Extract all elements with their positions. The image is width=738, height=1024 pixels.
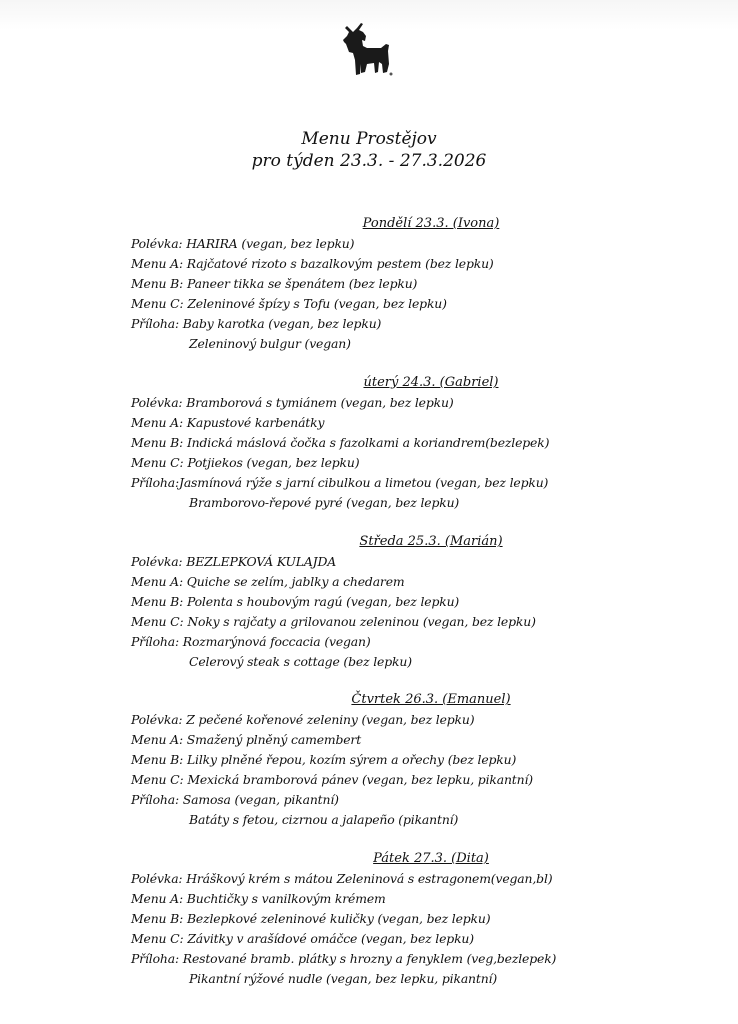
menu-line-b	[131, 433, 631, 453]
line-text: Baby karotka (vegan, bez lepku)	[182, 316, 382, 331]
day-heading-text: úterý 24.3. (Gabriel)	[363, 375, 499, 390]
line-text: Lilky plněné řepou, kozím sýrem a ořechy (bez lepku)	[186, 752, 517, 767]
line-text: Pikantní rýžové nudle (vegan, bez lepku, pikantní)	[189, 971, 498, 986]
line-label: Příloha:	[131, 316, 183, 331]
line-label: Menu A:	[131, 891, 187, 906]
line-label: Polévka:	[131, 871, 187, 886]
line-label: Menu B:	[131, 594, 187, 609]
line-text: Z pečené kořenové zeleniny (vegan, bez lepku)	[186, 712, 475, 727]
line-label: Menu C:	[131, 614, 188, 629]
line-text: Quiche se zelím, jablky a chedarem	[186, 574, 405, 589]
menu-line-c	[131, 929, 631, 949]
day-heading	[131, 214, 631, 234]
line-text: HARIRA (vegan, bez lepku)	[186, 236, 355, 251]
line-label: Polévka:	[131, 712, 187, 727]
line-text: Bramborová s tymiánem (vegan, bez lepku)	[186, 395, 454, 410]
day-heading	[131, 849, 631, 869]
goat-logo-icon	[333, 20, 399, 78]
menu-line-side	[131, 949, 631, 969]
menu-line-side-2	[131, 493, 631, 513]
line-text: Rozmarýnová foccacia (vegan)	[182, 634, 371, 649]
day-heading-text: Středa 25.3. (Marián)	[359, 534, 503, 549]
line-text: Rajčatové rizoto s bazalkovým pestem (bez lepku)	[186, 256, 494, 271]
day-section-monday	[131, 214, 631, 354]
menu-line-soup	[131, 393, 631, 413]
line-text: Polenta s houbovým ragú (vegan, bez lepku)	[186, 594, 460, 609]
menu-line-a	[131, 889, 631, 909]
line-text: Noky s rajčaty a grilovanou zeleninou (vegan, bez lepku)	[187, 614, 536, 629]
line-label: Příloha:	[131, 951, 183, 966]
line-text: Bramborovo-řepové pyré (vegan, bez lepku)	[189, 495, 460, 510]
line-label: Polévka:	[131, 236, 187, 251]
line-text: Bezlepkové zeleninové kuličky (vegan, bez lepku)	[186, 911, 491, 926]
week-subtitle: pro týden 23.3. - 27.3.2026	[251, 151, 487, 171]
line-label: Menu B:	[131, 276, 187, 291]
line-text: BEZLEPKOVÁ KULAJDA	[186, 554, 337, 569]
line-text: Restované bramb. plátky s hrozny a fenyklem (veg,bezlepek)	[182, 951, 557, 966]
line-text: Zeleninový bulgur (vegan)	[189, 336, 351, 351]
menu-line-side-2	[131, 334, 631, 354]
menu-line-b	[131, 909, 631, 929]
day-section-thursday	[131, 690, 631, 830]
menu-line-a	[131, 254, 631, 274]
menu-line-c	[131, 770, 631, 790]
line-label: Menu C:	[131, 931, 188, 946]
menu-line-soup	[131, 552, 631, 572]
menu-line-side-2	[131, 810, 631, 830]
line-label: Menu A:	[131, 256, 187, 271]
day-heading	[131, 532, 631, 552]
menu-line-c	[131, 294, 631, 314]
menu-line-a	[131, 413, 631, 433]
day-section-wednesday	[131, 532, 631, 672]
menu-line-a	[131, 572, 631, 592]
page-title: Menu Prostějov	[301, 129, 437, 149]
line-text: Závitky v arašídové omáčce (vegan, bez lepku)	[187, 931, 474, 946]
line-text: Mexická bramborová pánev (vegan, bez lepku, pikantní)	[187, 772, 533, 787]
line-text: Kapustové karbenátky	[186, 415, 325, 430]
menu-line-side	[131, 632, 631, 652]
menu-line-side	[131, 473, 631, 493]
line-label: Menu C:	[131, 772, 188, 787]
menu-line-side	[131, 790, 631, 810]
day-heading-text: Pondělí 23.3. (Ivona)	[362, 216, 500, 231]
line-text: Samosa (vegan, pikantní)	[182, 792, 339, 807]
line-label: Polévka:	[131, 554, 187, 569]
menu-line-b	[131, 750, 631, 770]
line-label: Příloha:	[131, 634, 183, 649]
line-text: Hráškový krém s mátou Zeleninová s estragonem(vegan,bl)	[186, 871, 553, 886]
line-label: Menu C:	[131, 296, 188, 311]
menu-line-side-2	[131, 652, 631, 672]
menu-line-soup	[131, 234, 631, 254]
day-heading	[131, 690, 631, 710]
line-label: Příloha:	[131, 792, 183, 807]
line-text: Jasmínová rýže s jarní cibulkou a limetou (vegan, bez lepku)	[179, 475, 549, 490]
menu-line-c	[131, 453, 631, 473]
menu-line-soup	[131, 869, 631, 889]
menu-line-a	[131, 730, 631, 750]
line-text: Buchtičky s vanilkovým krémem	[186, 891, 386, 906]
line-label: Menu A:	[131, 732, 187, 747]
menu-line-b	[131, 274, 631, 294]
line-label: Menu B:	[131, 911, 187, 926]
line-label: Menu B:	[131, 435, 187, 450]
menu-line-c	[131, 612, 631, 632]
day-heading-text: Pátek 27.3. (Dita)	[373, 851, 489, 866]
line-text: Paneer tikka se špenátem (bez lepku)	[186, 276, 418, 291]
line-label: Příloha:	[131, 475, 179, 490]
menu-line-soup	[131, 710, 631, 730]
line-label: Menu C:	[131, 455, 188, 470]
menu-line-side	[131, 314, 631, 334]
line-label: Menu B:	[131, 752, 187, 767]
line-label: Menu A:	[131, 574, 187, 589]
line-text: Batáty s fetou, cizrnou a jalapeño (pikantní)	[189, 812, 459, 827]
day-section-tuesday	[131, 373, 631, 513]
day-section-friday	[131, 849, 631, 989]
day-heading	[131, 373, 631, 393]
line-text: Potjiekos (vegan, bez lepku)	[187, 455, 360, 470]
menu-line-b	[131, 592, 631, 612]
line-text: Indická máslová čočka s fazolkami a koriandrem(bezlepek)	[186, 435, 550, 450]
line-label: Polévka:	[131, 395, 187, 410]
day-heading-text: Čtvrtek 26.3. (Emanuel)	[351, 692, 511, 707]
menu-line-side-2	[131, 969, 631, 989]
line-text: Smažený plněný camembert	[186, 732, 362, 747]
line-text: Celerový steak s cottage (bez lepku)	[189, 654, 412, 669]
line-text: Zeleninové špízy s Tofu (vegan, bez lepku)	[187, 296, 447, 311]
line-label: Menu A:	[131, 415, 187, 430]
